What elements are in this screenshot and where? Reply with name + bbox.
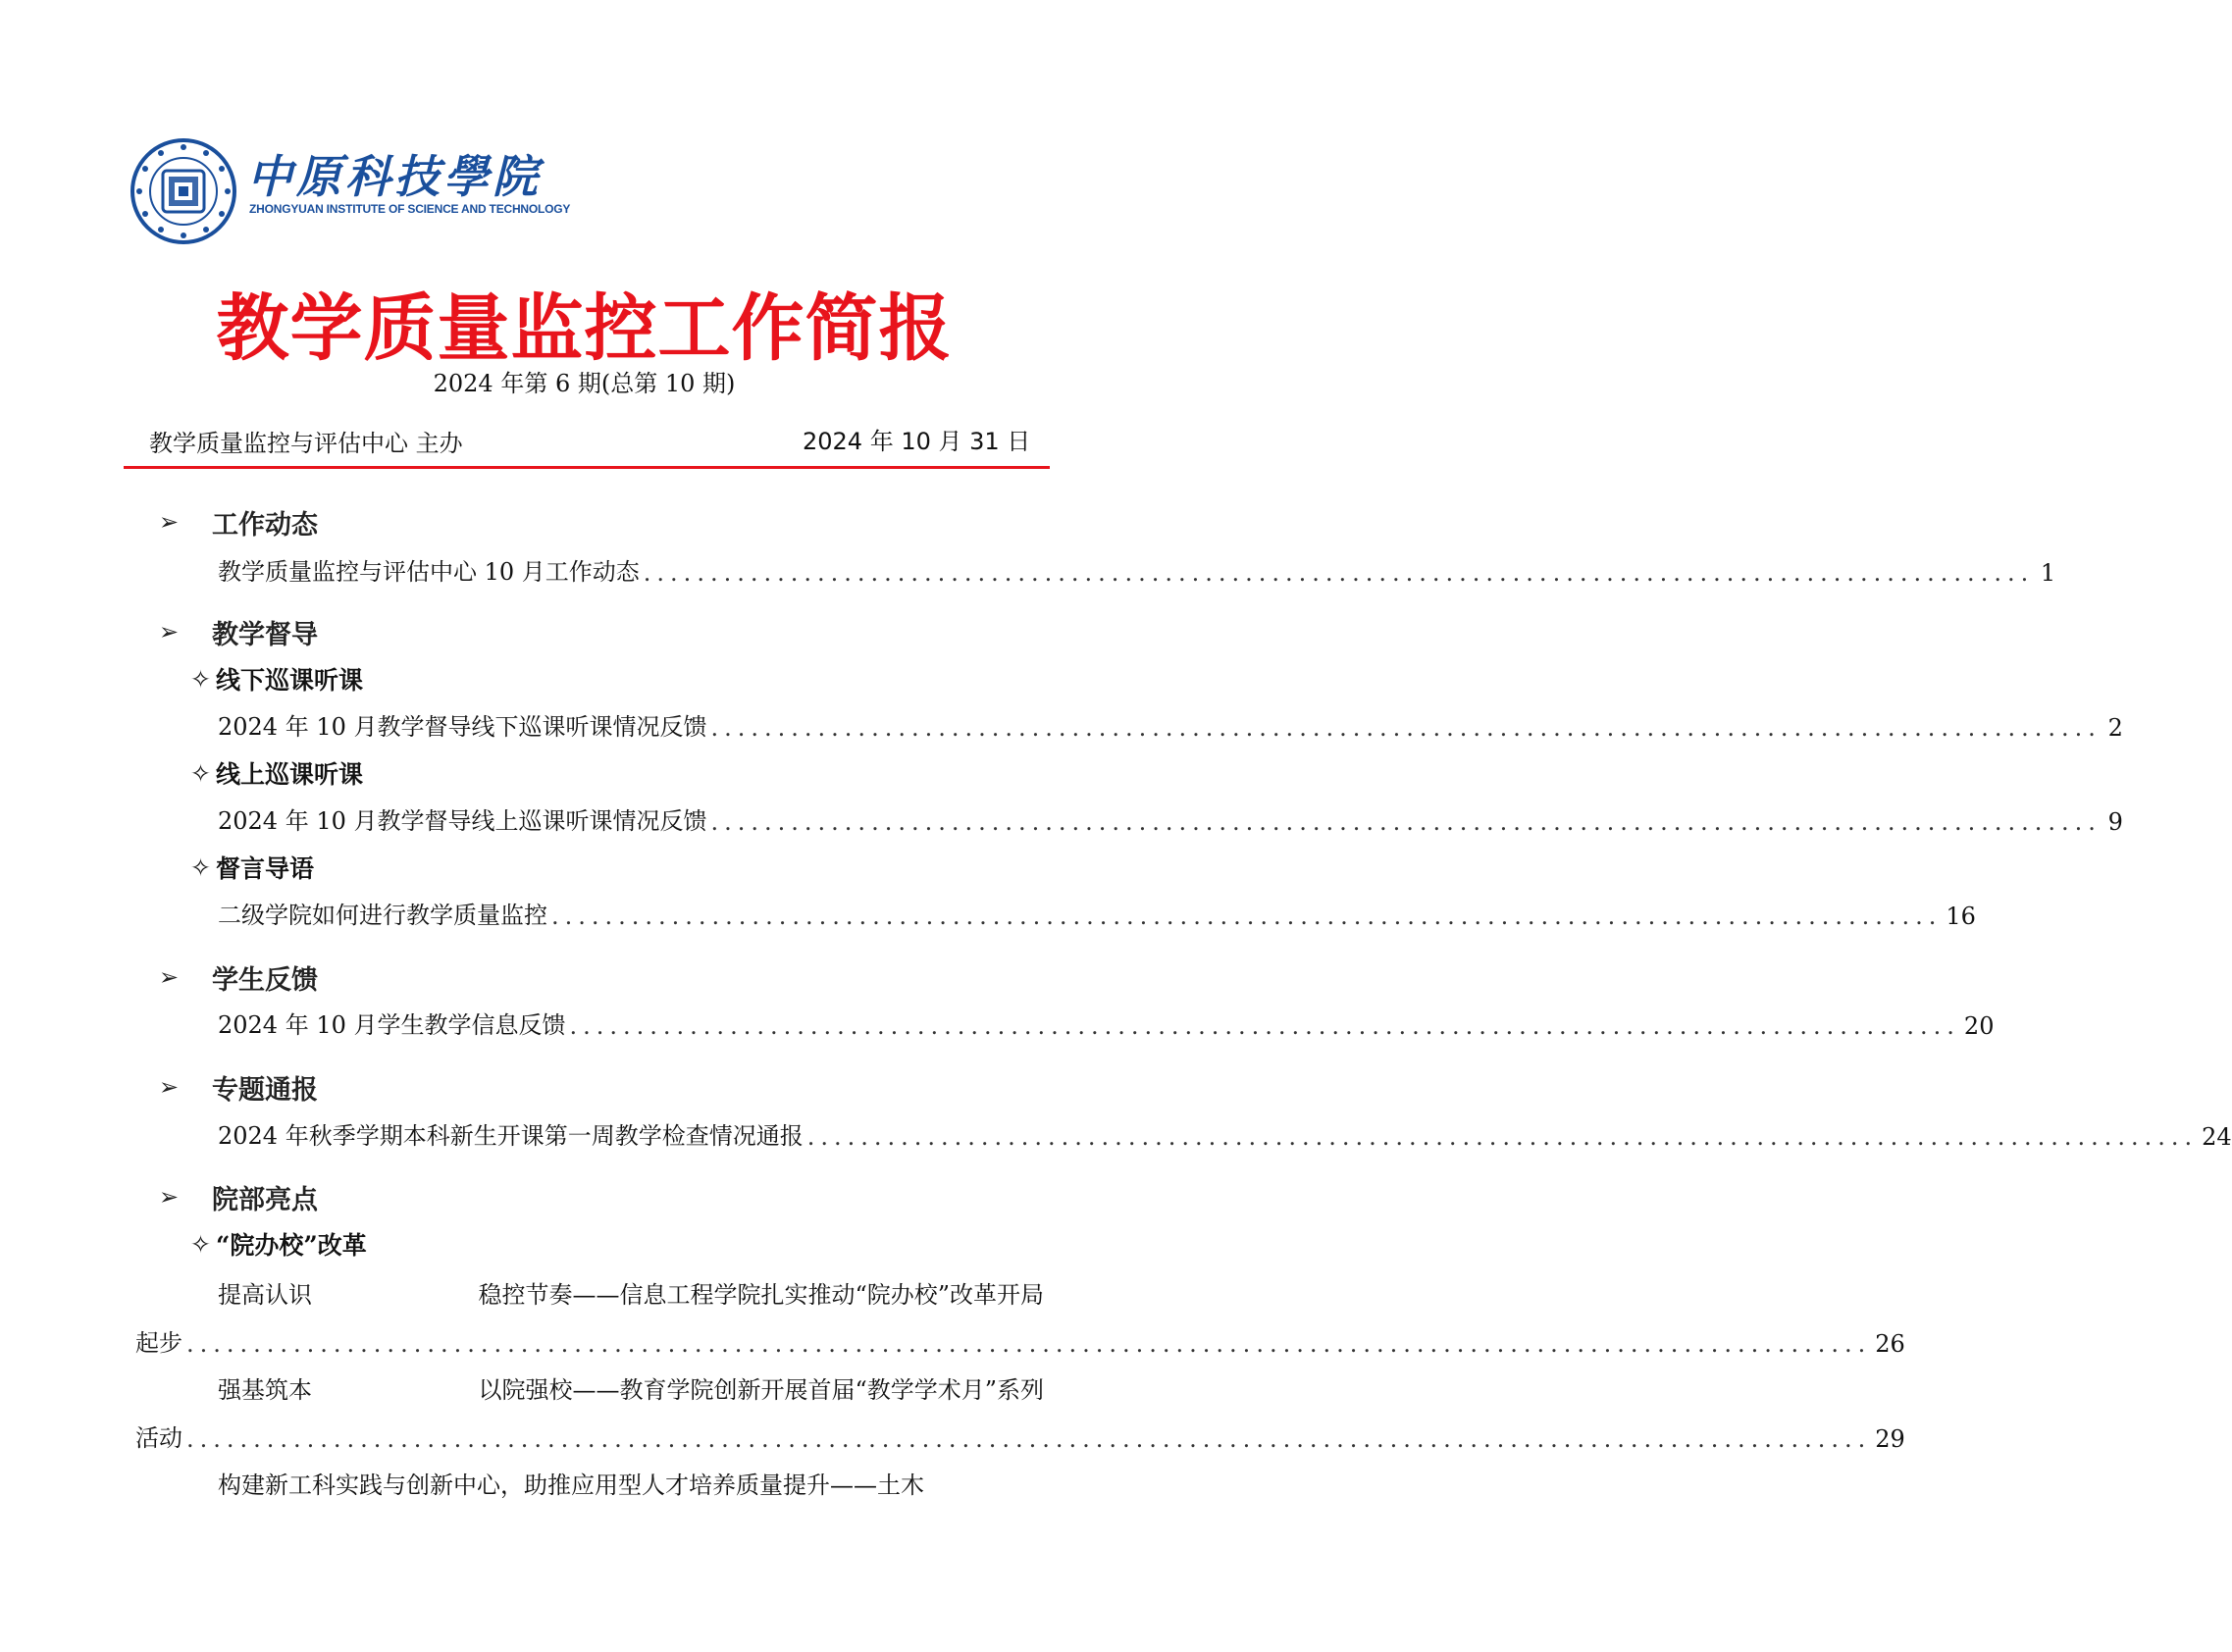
entry-title: 构建新工科实践与创新中心，助推应用型人才培养质量提升——土木 — [218, 1471, 924, 1499]
issue-number: 2024 年第 6 期(总第 10 期) — [433, 370, 736, 397]
subsection-label: 督言导语 — [216, 854, 315, 883]
entry-page: 29 — [1875, 1425, 1905, 1453]
toc-entry[interactable] — [218, 1115, 2232, 1151]
arrow-icon: ➢ — [159, 963, 180, 991]
leader-dots: ........................................................................................................ — [643, 559, 2035, 587]
toc-entry[interactable] — [218, 895, 1976, 930]
toc-subsection-remarks — [190, 850, 314, 885]
entry-page: 16 — [1946, 903, 1976, 930]
leader-dots: .............................................................................................................................. — [186, 1330, 1872, 1358]
leader-dots: ........................................................................................................ — [710, 714, 2102, 742]
entry-title: 2024 年 10 月学生教学信息反馈 — [218, 1011, 566, 1039]
toc-entry[interactable] — [218, 1005, 1995, 1040]
toc-section-student-feedback — [159, 957, 318, 997]
leader-dots: ........................................................................................................ — [569, 1012, 1960, 1040]
star-icon: ✧ — [190, 664, 211, 694]
entry-title-part: 强基筑本 — [218, 1376, 312, 1404]
entry-page: 1 — [2040, 559, 2056, 587]
entry-page: 2 — [2107, 714, 2123, 742]
subsection-label: 线下巡课听课 — [216, 666, 364, 695]
subsection-label: “院办校”改革 — [216, 1231, 367, 1260]
entry-title: 2024 年 10 月教学督导线上巡课听课情况反馈 — [218, 807, 707, 835]
leader-dots: ........................................................................................................ — [710, 808, 2102, 836]
toc-entry[interactable] — [218, 800, 2123, 836]
section-label: 工作动态 — [212, 509, 318, 541]
entry-title: 起步 — [135, 1329, 182, 1357]
entry-title-part: 以院强校——教育学院创新开展首届“教学学术月”系列 — [478, 1376, 1044, 1404]
school-name-en: ZHONGYUAN INSTITUTE OF SCIENCE AND TECHNOLOGY — [249, 202, 571, 216]
toc-entry-line1[interactable] — [218, 1370, 1044, 1406]
arrow-icon: ➢ — [159, 618, 180, 645]
toc-subsection-reform — [190, 1226, 367, 1262]
arrow-icon: ➢ — [159, 1073, 180, 1101]
section-label: 学生反馈 — [212, 964, 318, 996]
toc-section-work-news — [159, 502, 318, 542]
subsection-label: 线上巡课听课 — [216, 760, 364, 789]
entry-title: 二级学院如何进行教学质量监控 — [218, 902, 547, 929]
arrow-icon: ➢ — [159, 508, 180, 536]
toc-entry-line2[interactable] — [135, 1322, 1905, 1358]
toc-entry[interactable] — [218, 551, 2056, 587]
entry-title-part: 稳控节奏——信息工程学院扎实推动“院办校”改革开局 — [478, 1281, 1044, 1309]
toc-section-special-report — [159, 1067, 318, 1107]
leader-dots: ........................................................................................................ — [806, 1123, 2199, 1151]
toc-entry-line2[interactable] — [135, 1418, 1905, 1453]
star-icon: ✧ — [190, 852, 211, 882]
school-seal-logo — [130, 137, 237, 245]
section-label: 专题通报 — [212, 1074, 318, 1106]
sponsor: 教学质量监控与评估中心 主办 — [149, 430, 463, 457]
entry-title: 教学质量监控与评估中心 10 月工作动态 — [218, 558, 640, 586]
section-label: 教学督导 — [212, 619, 318, 650]
leader-dots: ........................................................................................................ — [551, 903, 1943, 930]
entry-page: 24 — [2202, 1123, 2232, 1151]
star-icon: ✧ — [190, 1229, 211, 1259]
entry-page: 9 — [2107, 808, 2123, 836]
entry-page: 26 — [1875, 1330, 1905, 1358]
bulletin-title: 教学质量监控工作简报 — [216, 286, 953, 371]
publish-date: 2024 年 10 月 31 日 — [803, 428, 1031, 455]
entry-title-part: 提高认识 — [218, 1281, 312, 1309]
star-icon: ✧ — [190, 758, 211, 788]
entry-title: 2024 年秋季学期本科新生开课第一周教学检查情况通报 — [218, 1122, 804, 1150]
toc-entry[interactable] — [218, 706, 2123, 742]
entry-page: 20 — [1963, 1012, 1995, 1040]
toc-section-supervision — [159, 612, 318, 651]
section-label: 院部亮点 — [212, 1184, 318, 1215]
toc-entry-line1[interactable] — [218, 1275, 1044, 1311]
school-name-cn: 中原科技學院 — [247, 150, 542, 203]
red-divider — [124, 466, 1050, 469]
entry-title: 活动 — [135, 1424, 182, 1452]
entry-title: 2024 年 10 月教学督导线下巡课听课情况反馈 — [218, 713, 707, 741]
toc-entry-line1[interactable] — [218, 1466, 1044, 1501]
toc-section-highlights — [159, 1177, 318, 1216]
arrow-icon: ➢ — [159, 1183, 180, 1211]
toc-subsection-offline — [190, 661, 363, 697]
leader-dots: .............................................................................................................................. — [186, 1425, 1872, 1453]
toc-subsection-online — [190, 755, 363, 791]
